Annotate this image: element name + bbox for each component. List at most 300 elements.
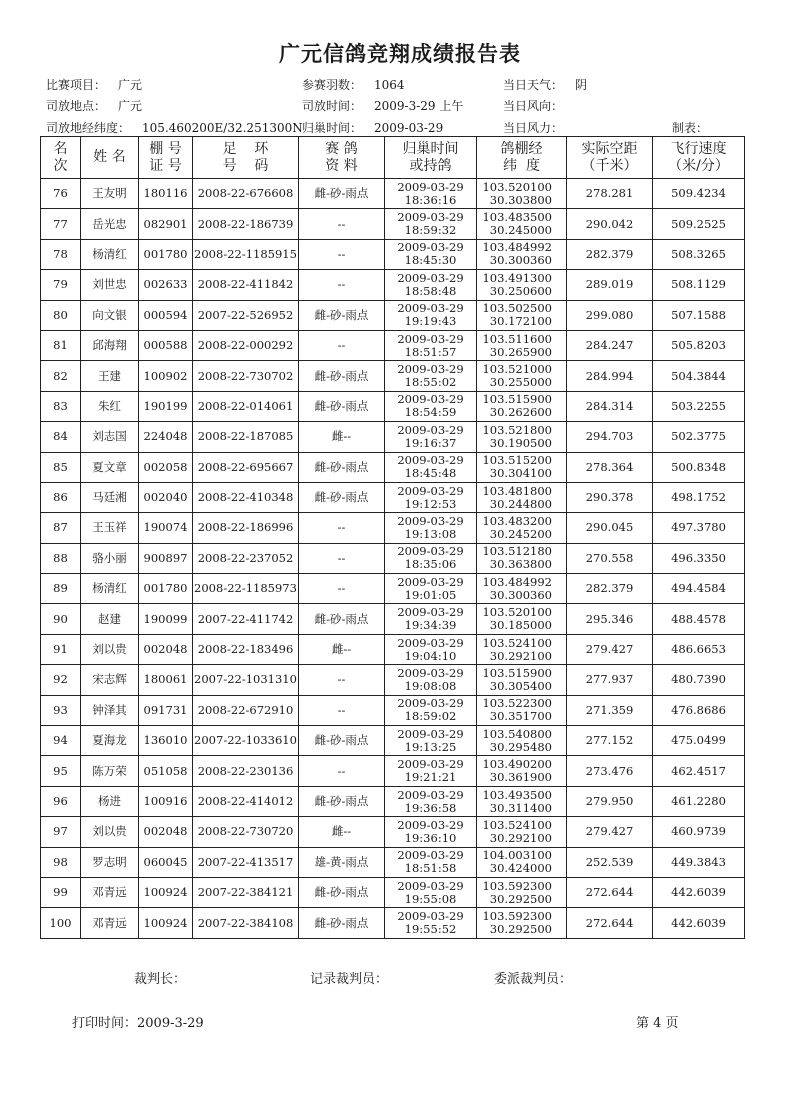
name-cell: 杨清红 [81,239,139,269]
pigeon-cell: 雌-砂-雨点 [299,482,385,512]
loft-cell: 000594 [139,300,193,330]
pigeon-cell: 雌-砂-雨点 [299,179,385,209]
arrival-cell [385,239,477,269]
latitude: 30.292100 [489,830,552,845]
name-cell: 杨清红 [81,574,139,604]
coord-cell [477,634,567,664]
table-row [41,786,745,816]
record-referee-label: 记录裁判员： [310,972,389,987]
longitude: 103.515200 [482,453,552,468]
coord-cell [477,847,567,877]
coord-cell [477,422,567,452]
loft-cell: 190099 [139,604,193,634]
ring-cell: 2008-22-183496 [193,634,299,664]
coord-cell [477,270,567,300]
ring-cell: 2007-22-411742 [193,604,299,634]
arrival-time: 18:59:02 [404,709,457,724]
wind-direction-info [503,97,563,114]
release-place-info [46,97,142,114]
pigeon-cell: 雌-- [299,817,385,847]
arrival-date: 2009-03-29 [397,635,464,650]
page-number: 第 4 页 [636,1016,679,1031]
arrival-time: 18:51:58 [404,861,457,876]
wind-direction-label: 当日风向： [503,99,564,113]
coord-cell [477,877,567,907]
latitude: 30.300360 [489,253,552,268]
loft-cell: 190074 [139,513,193,543]
rank-cell: 79 [41,270,81,300]
table-row [41,634,745,664]
table-row [41,817,745,847]
name-cell: 王建 [81,361,139,391]
latitude: 30.300360 [489,587,552,602]
arrival-date: 2009-03-29 [397,757,464,772]
arrival-cell [385,330,477,360]
ring-cell: 2008-22-186996 [193,513,299,543]
arrival-cell [385,513,477,543]
distance-cell: 273.476 [567,756,653,786]
ring-cell: 2007-22-1033610 [193,726,299,756]
arrival-cell [385,179,477,209]
speed-cell: 488.4578 [653,604,745,634]
arrival-cell [385,574,477,604]
name-cell: 岳光忠 [81,209,139,239]
pigeon-cell: -- [299,543,385,573]
coord-cell [477,786,567,816]
arrival-date: 2009-03-29 [397,422,464,437]
entries-value: 1064 [374,78,405,92]
return-time-label: 归巢时间： [302,121,363,135]
coord-cell [477,665,567,695]
speed-cell: 486.6653 [653,634,745,664]
loft-cell: 100924 [139,877,193,907]
loft-cell: 100916 [139,786,193,816]
coord-cell [477,482,567,512]
arrival-date: 2009-03-29 [397,301,464,316]
coord-cell [477,604,567,634]
speed-cell: 498.1752 [653,482,745,512]
loft-cell: 002048 [139,817,193,847]
name-cell: 骆小丽 [81,543,139,573]
distance-cell: 290.042 [567,209,653,239]
coord-cell [477,361,567,391]
arrival-time: 19:55:08 [404,891,457,906]
rank-cell: 81 [41,330,81,360]
latitude: 30.172100 [489,314,552,329]
speed-cell: 461.2280 [653,786,745,816]
arrival-date: 2009-03-29 [397,787,464,802]
return-time-value: 2009-03-29 [374,121,444,135]
ring-cell: 2008-22-672910 [193,695,299,725]
arrival-time: 19:19:43 [404,314,457,329]
arrival-date: 2009-03-29 [397,848,464,863]
longitude: 103.502500 [482,301,552,316]
coord-cell [477,817,567,847]
ring-cell: 2007-22-413517 [193,847,299,877]
latitude: 30.363800 [489,557,552,572]
release-time-label: 司放时间： [302,99,363,113]
arrival-time: 19:34:39 [404,618,457,633]
longitude: 104.003100 [482,848,552,863]
report-title: 广元信鸽竞翔成绩报告表 [279,41,521,66]
name-cell: 刘以贵 [81,817,139,847]
arrival-date: 2009-03-29 [397,665,464,680]
arrival-time: 19:12:53 [404,496,457,511]
loft-cell: 091731 [139,695,193,725]
arrival-time: 18:45:30 [404,253,457,268]
rank-cell: 78 [41,239,81,269]
ring-cell: 2008-22-411842 [193,270,299,300]
latitude: 30.250600 [489,283,552,298]
arrival-time: 19:16:37 [404,435,457,450]
distance-cell: 272.644 [567,877,653,907]
latitude: 30.292100 [489,648,552,663]
table-row [41,847,745,877]
table-row [41,877,745,907]
speed-cell: 442.6039 [653,877,745,907]
longitude: 103.515900 [482,392,552,407]
latitude: 30.303800 [489,192,552,207]
return-time-info [302,119,443,136]
distance-cell: 252.539 [567,847,653,877]
arrival-date: 2009-03-29 [397,817,464,832]
loft-cell: 100902 [139,361,193,391]
rank-cell: 94 [41,726,81,756]
speed-cell: 509.2525 [653,209,745,239]
loft-cell: 002058 [139,452,193,482]
arrival-time: 19:13:08 [404,526,457,541]
arrival-cell [385,300,477,330]
loft-cell: 001780 [139,239,193,269]
results-body [41,179,745,939]
pigeon-cell: 雌-砂-雨点 [299,877,385,907]
rank-cell: 89 [41,574,81,604]
arrival-date: 2009-03-29 [397,513,464,528]
pigeon-cell: -- [299,330,385,360]
latitude: 30.292500 [489,922,552,937]
coord-cell [477,209,567,239]
arrival-time: 19:36:58 [404,800,457,815]
latitude: 30.304100 [489,466,552,481]
name-cell: 王友明 [81,179,139,209]
speed-cell: 462.4517 [653,756,745,786]
arrival-cell [385,908,477,938]
longitude: 103.481800 [482,483,552,498]
distance-cell: 277.152 [567,726,653,756]
rank-cell: 96 [41,786,81,816]
loft-cell: 002040 [139,482,193,512]
arrival-cell [385,665,477,695]
arrival-date: 2009-03-29 [397,179,464,194]
table-row [41,574,745,604]
ring-cell: 2008-22-1185973 [193,574,299,604]
name-cell: 陈万荣 [81,756,139,786]
weather-info [503,76,587,93]
prepared-by-label: 制表： [672,121,709,135]
arrival-date: 2009-03-29 [397,483,464,498]
distance-cell: 272.644 [567,908,653,938]
ring-cell: 2008-22-730720 [193,817,299,847]
arrival-time: 18:55:02 [404,375,457,390]
ring-cell: 2008-22-730702 [193,361,299,391]
longitude: 103.592300 [482,909,552,924]
arrival-time: 19:21:21 [404,770,457,785]
coord-cell [477,726,567,756]
distance-cell: 282.379 [567,574,653,604]
distance-cell: 284.314 [567,391,653,421]
arrival-cell [385,877,477,907]
ring-cell: 2008-22-186739 [193,209,299,239]
speed-cell: 505.8203 [653,330,745,360]
ring-cell: 2007-22-384108 [193,908,299,938]
table-row [41,270,745,300]
header-coord: 鸽棚经 纬 度 [477,137,567,179]
loft-cell: 190199 [139,391,193,421]
rank-cell: 84 [41,422,81,452]
table-row [41,179,745,209]
speed-cell: 494.4584 [653,574,745,604]
latitude: 30.245000 [489,223,552,238]
table-row [41,695,745,725]
rank-cell: 82 [41,361,81,391]
ring-cell: 2008-22-414012 [193,786,299,816]
rank-cell: 99 [41,877,81,907]
longitude: 103.521800 [482,422,552,437]
coord-cell [477,756,567,786]
rank-cell: 91 [41,634,81,664]
arrival-date: 2009-03-29 [397,362,464,377]
arrival-date: 2009-03-29 [397,574,464,589]
pigeon-cell: 雌-砂-雨点 [299,300,385,330]
arrival-date: 2009-03-29 [397,240,464,255]
race-item-value: 广元 [118,78,143,92]
latitude: 30.262600 [489,405,552,420]
loft-cell: 180116 [139,179,193,209]
distance-cell: 284.247 [567,330,653,360]
coord-cell [477,513,567,543]
arrival-cell [385,604,477,634]
name-cell: 赵建 [81,604,139,634]
rank-cell: 77 [41,209,81,239]
table-row [41,239,745,269]
loft-cell: 000588 [139,330,193,360]
loft-cell: 224048 [139,422,193,452]
rank-cell: 92 [41,665,81,695]
longitude: 103.490200 [482,757,552,772]
pigeon-cell: 雌-砂-雨点 [299,726,385,756]
arrival-time: 19:01:05 [404,587,457,602]
arrival-time: 19:04:10 [404,648,457,663]
rank-cell: 83 [41,391,81,421]
distance-cell: 278.364 [567,452,653,482]
longitude: 103.491300 [482,270,552,285]
arrival-cell [385,482,477,512]
arrival-cell [385,270,477,300]
longitude: 103.512180 [482,544,552,559]
rank-cell: 93 [41,695,81,725]
rank-cell: 97 [41,817,81,847]
rank-cell: 76 [41,179,81,209]
results-table [40,136,745,939]
header-loft: 棚 号 证 号 [139,137,193,179]
distance-cell: 290.378 [567,482,653,512]
name-cell: 杨进 [81,786,139,816]
name-cell: 夏海龙 [81,726,139,756]
pigeon-cell: -- [299,574,385,604]
arrival-cell [385,634,477,664]
loft-cell: 900897 [139,543,193,573]
table-row [41,726,745,756]
latitude: 30.295480 [489,739,552,754]
arrival-time: 19:36:10 [404,830,457,845]
longitude: 103.520100 [482,605,552,620]
latitude: 30.244800 [489,496,552,511]
speed-cell: 502.3775 [653,422,745,452]
latitude: 30.351700 [489,709,552,724]
rank-cell: 98 [41,847,81,877]
prepared-by-info [672,119,708,136]
loft-cell: 051058 [139,756,193,786]
pigeon-cell: 雌-砂-雨点 [299,391,385,421]
distance-cell: 282.379 [567,239,653,269]
name-cell: 邱海翔 [81,330,139,360]
distance-cell: 279.427 [567,634,653,664]
speed-cell: 496.3350 [653,543,745,573]
ring-cell: 2008-22-237052 [193,543,299,573]
table-row [41,543,745,573]
rank-cell: 88 [41,543,81,573]
distance-cell: 271.359 [567,695,653,725]
longitude: 103.524100 [482,817,552,832]
latitude: 30.311400 [489,800,552,815]
release-place-value: 广元 [118,99,143,113]
latitude: 30.292500 [489,891,552,906]
ring-cell: 2008-22-1185915 [193,239,299,269]
table-row [41,482,745,512]
table-row [41,422,745,452]
coord-cell [477,574,567,604]
arrival-date: 2009-03-29 [397,270,464,285]
race-item-label: 比赛项目： [46,78,107,92]
speed-cell: 442.6039 [653,908,745,938]
loft-cell: 136010 [139,726,193,756]
arrival-cell [385,726,477,756]
loft-cell: 100924 [139,908,193,938]
longitude: 103.592300 [482,878,552,893]
arrival-date: 2009-03-29 [397,878,464,893]
speed-cell: 508.3265 [653,239,745,269]
print-time: 打印时间：2009-3-29 [72,1016,204,1031]
latitude: 30.185000 [489,618,552,633]
speed-cell: 509.4234 [653,179,745,209]
name-cell: 刘世忠 [81,270,139,300]
pigeon-cell: -- [299,513,385,543]
table-row [41,330,745,360]
pigeon-cell: 雄-黄-雨点 [299,847,385,877]
table-row [41,908,745,938]
arrival-time: 18:59:32 [404,223,457,238]
latitude: 30.265900 [489,344,552,359]
table-row [41,513,745,543]
longitude: 103.484992 [482,574,552,589]
pigeon-cell: 雌-- [299,634,385,664]
distance-cell: 279.427 [567,817,653,847]
release-place-label: 司放地点： [46,99,107,113]
table-row [41,604,745,634]
speed-cell: 503.2255 [653,391,745,421]
release-coord-label: 司放地经纬度： [46,121,131,135]
name-cell: 钟泽其 [81,695,139,725]
name-cell: 夏文章 [81,452,139,482]
arrival-cell [385,786,477,816]
entries-label: 参赛羽数： [302,78,363,92]
weather-value: 阴 [575,78,588,92]
arrival-date: 2009-03-29 [397,696,464,711]
wind-force-label: 当日风力： [503,121,564,135]
longitude: 103.520100 [482,179,552,194]
arrival-time: 18:51:57 [404,344,457,359]
header-speed: 飞行速度 （米/分） [653,137,745,179]
longitude: 103.522300 [482,696,552,711]
ring-cell: 2007-22-384121 [193,877,299,907]
loft-cell: 001780 [139,574,193,604]
longitude: 103.484992 [482,240,552,255]
name-cell: 刘以贵 [81,634,139,664]
ring-cell: 2008-22-676608 [193,179,299,209]
header-ring: 足 环 号 码 [193,137,299,179]
pigeon-cell: -- [299,239,385,269]
arrival-cell [385,422,477,452]
name-cell: 王玉祥 [81,513,139,543]
table-row [41,361,745,391]
pigeon-cell: -- [299,695,385,725]
distance-cell: 299.080 [567,300,653,330]
table-row [41,300,745,330]
arrival-time: 19:55:52 [404,922,457,937]
speed-cell: 480.7390 [653,665,745,695]
arrival-date: 2009-03-29 [397,726,464,741]
coord-cell [477,695,567,725]
name-cell: 马廷湘 [81,482,139,512]
pigeon-cell: 雌-- [299,422,385,452]
table-row [41,391,745,421]
arrival-time: 18:58:48 [404,283,457,298]
arrival-date: 2009-03-29 [397,210,464,225]
arrival-time: 19:08:08 [404,678,457,693]
header-pigeon: 赛 鸽 资 料 [299,137,385,179]
longitude: 103.493500 [482,787,552,802]
speed-cell: 460.9739 [653,817,745,847]
loft-cell: 002048 [139,634,193,664]
speed-cell: 449.3843 [653,847,745,877]
longitude: 103.483500 [482,210,552,225]
arrival-cell [385,847,477,877]
distance-cell: 289.019 [567,270,653,300]
arrival-date: 2009-03-29 [397,453,464,468]
pigeon-cell: 雌-砂-雨点 [299,452,385,482]
loft-cell: 060045 [139,847,193,877]
rank-cell: 80 [41,300,81,330]
arrival-date: 2009-03-29 [397,544,464,559]
arrival-cell [385,543,477,573]
weather-label: 当日天气： [503,78,564,92]
longitude: 103.540800 [482,726,552,741]
ring-cell: 2007-22-526952 [193,300,299,330]
latitude: 30.255000 [489,375,552,390]
arrival-time: 18:35:06 [404,557,457,572]
arrival-cell [385,209,477,239]
pigeon-cell: 雌-砂-雨点 [299,908,385,938]
